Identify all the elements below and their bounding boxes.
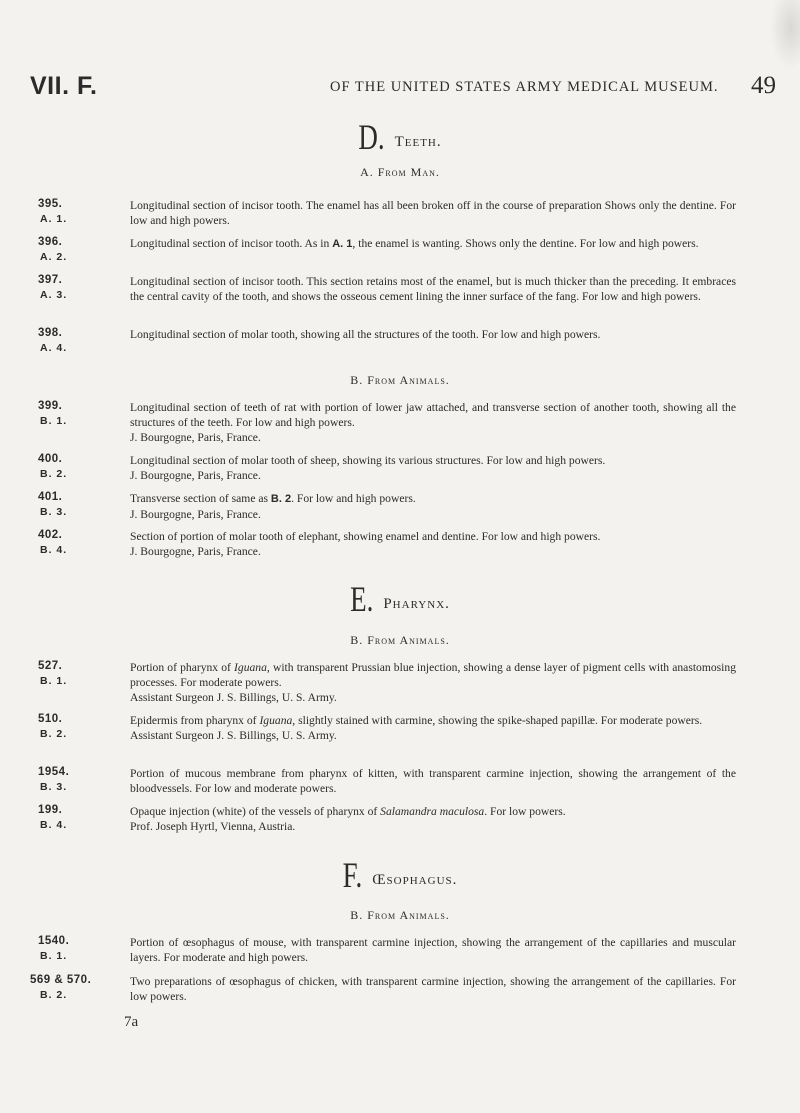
entry-description: Longitudinal section of incisor tooth. As in A. 1, the enamel is wanting. Shows only the dentine. For low and high powers. <box>130 237 699 250</box>
taxon-name: Salamandra maculosa <box>380 805 485 818</box>
donor-credit: Assistant Surgeon J. S. Billings, U. S. Army. <box>130 729 337 742</box>
entry-number: 398. <box>38 327 63 339</box>
section-title: Œsophagus. <box>372 872 458 888</box>
entry-description: Portion of pharynx of Iguana, with transparent Prussian blue injection, showing a dense layer of pigment cells with anastomosing processes. For moderate powers. Assistant Surgeon J. S. Billings, U. S. Army. <box>130 661 736 704</box>
entry-code: B. 3. <box>40 781 68 793</box>
entry-number: 527. <box>38 660 63 672</box>
entry-code: B. 4. <box>40 544 68 556</box>
entry-description: Portion of œsophagus of mouse, with transparent carmine injection, showing the arrangement of the capillaries and muscular layers. For moderate and high powers. <box>130 936 736 964</box>
entry-number: 401. <box>38 491 63 503</box>
section-heading-teeth <box>0 116 800 158</box>
section-letter: E. <box>350 578 374 620</box>
entry-description: Longitudinal section of molar tooth of sheep, showing its various structures. For low and high powers. J. Bourgogne, Paris, France. <box>130 453 736 483</box>
page-stain <box>770 0 800 70</box>
entry-description: Portion of mucous membrane from pharynx of kitten, with transparent carmine injection, showing the arrangement of the bloodvessels. For low and moderate powers. <box>130 767 736 795</box>
section-title: Teeth. <box>394 134 442 150</box>
entry-code: B. 1. <box>40 415 68 427</box>
entry-number: 1540. <box>38 935 70 947</box>
entry-number: 510. <box>38 713 63 725</box>
entry-number: 395. <box>38 198 63 210</box>
section-letter: D. <box>358 116 385 158</box>
section-letter: F. <box>342 854 363 896</box>
page-number: 49 <box>751 72 776 99</box>
entry-number: 396. <box>38 236 63 248</box>
entry-code: B. 1. <box>40 675 68 687</box>
entry-code: B. 2. <box>40 468 68 480</box>
entry-number: 199. <box>38 804 63 816</box>
subheading-from-man: A. From Man. <box>360 165 440 179</box>
entry-number: 400. <box>38 453 63 465</box>
entry-number: 1954. <box>38 766 70 778</box>
donor-credit: J. Bourgogne, Paris, France. <box>130 508 261 521</box>
entry-code: A. 4. <box>40 342 68 354</box>
entry-code: A. 3. <box>40 289 68 301</box>
section-heading-pharynx <box>0 578 800 620</box>
donor-credit: J. Bourgogne, Paris, France. <box>130 545 261 558</box>
entry-code: B. 2. <box>40 728 68 740</box>
section-heading-oesophagus <box>0 854 800 896</box>
entry-number: 402. <box>38 529 63 541</box>
header-title: OF THE UNITED STATES ARMY MEDICAL MUSEUM. <box>330 79 719 95</box>
entry-number: 399. <box>38 400 63 412</box>
entry-description: Two preparations of œsophagus of chicken, with transparent carmine injection, showing the arrangement of the capillaries. For low powers. <box>130 975 736 1003</box>
entry-description: Opaque injection (white) of the vessels of pharynx of Salamandra maculosa. For low powers. Prof. Joseph Hyrtl, Vienna, Austria. <box>130 804 736 834</box>
entry-code: B. 1. <box>40 950 68 962</box>
running-header <box>30 72 776 100</box>
donor-credit: Prof. Joseph Hyrtl, Vienna, Austria. <box>130 820 296 833</box>
entry-description: Transverse section of same as B. 2. For low and high powers. J. Bourgogne, Paris, France. <box>130 491 736 522</box>
entry-description: Section of portion of molar tooth of elephant, showing enamel and dentine. For low and high powers. J. Bourgogne, Paris, France. <box>130 529 736 559</box>
donor-credit: Assistant Surgeon J. S. Billings, U. S. Army. <box>130 691 337 704</box>
entry-code: B. 2. <box>40 989 68 1001</box>
taxon-name: Iguana <box>234 661 267 674</box>
entry-description: Longitudinal section of incisor tooth. This section retains most of the enamel, but is much thicker than the preceding. It embraces the central cavity of the tooth, and shows the osseous cement lining the inner surface of the fang. For low and high powers. <box>130 275 736 303</box>
entry-number: 397. <box>38 274 63 286</box>
subheading-from-animals: B. From Animals. <box>350 633 450 647</box>
cross-reference: B. 2 <box>270 493 292 505</box>
cross-reference: A. 1 <box>332 238 353 250</box>
entry-code: A. 2. <box>40 251 68 263</box>
donor-credit: J. Bourgogne, Paris, France. <box>130 431 261 444</box>
donor-credit: J. Bourgogne, Paris, France. <box>130 469 261 482</box>
entry-description: Longitudinal section of molar tooth, showing all the structures of the tooth. For low and high powers. <box>130 328 601 341</box>
taxon-name: Iguana <box>259 714 293 727</box>
section-title: Pharynx. <box>383 596 450 612</box>
entry-description: Longitudinal section of teeth of rat with portion of lower jaw attached, and transverse section of another tooth, showing all the structures of the teeth. For low and high powers. J. Bourgogne, Paris, France. <box>130 401 736 444</box>
entry-code: B. 4. <box>40 819 68 831</box>
entry-description: Longitudinal section of incisor tooth. The enamel has all been broken off in the course of preparation Shows only the dentine. For low and high powers. <box>130 199 736 227</box>
entry-code: B. 3. <box>40 506 68 518</box>
entry-description: Epidermis from pharynx of Iguana, slightly stained with carmine, showing the spike-shaped papillæ. For moderate powers. Assistant Surgeon J. S. Billings, U. S. Army. <box>130 713 736 743</box>
subheading-from-animals: B. From Animals. <box>350 373 450 387</box>
signature-mark: 7a <box>124 1014 139 1030</box>
header-section-label: VII. F. <box>30 72 98 100</box>
entry-number: 569 & 570. <box>30 974 92 986</box>
subheading-from-animals: B. From Animals. <box>350 908 450 922</box>
entry-code: A. 1. <box>40 213 68 225</box>
